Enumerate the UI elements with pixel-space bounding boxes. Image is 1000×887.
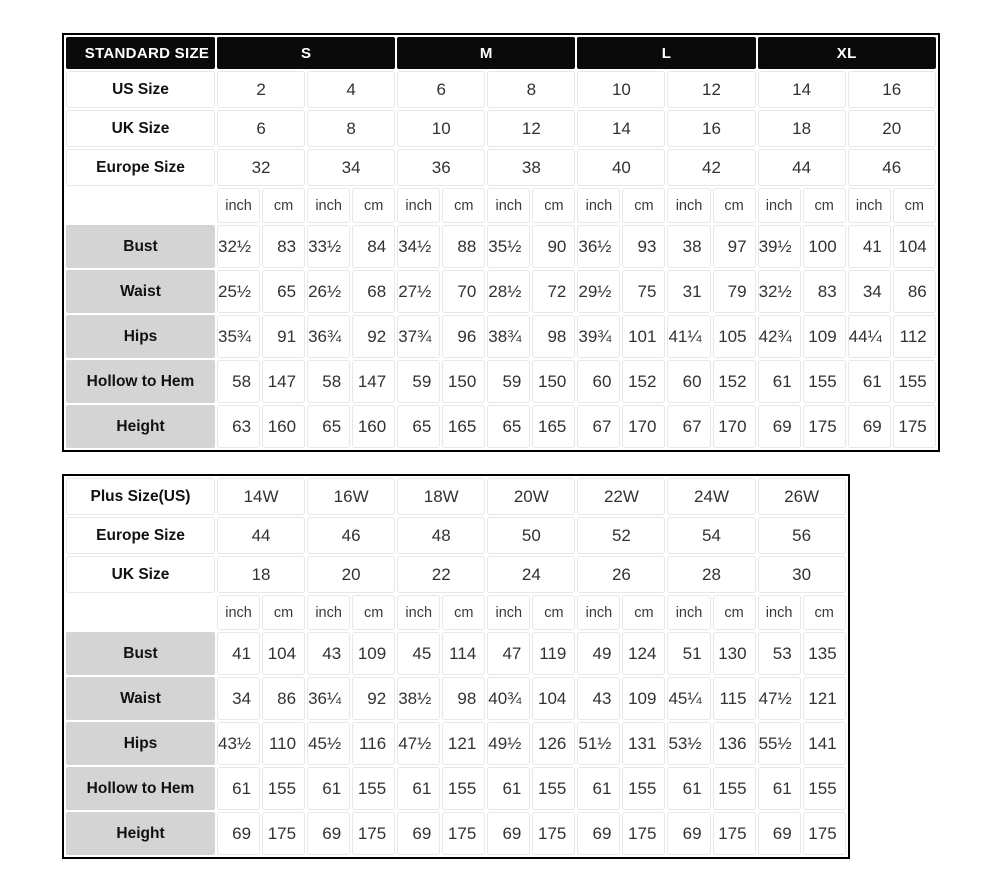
measurement-value-cell: 109 bbox=[803, 315, 846, 358]
row-label: Height bbox=[66, 812, 215, 855]
measurement-value-cell: 61 bbox=[848, 360, 891, 403]
measurement-value-cell: 155 bbox=[713, 767, 756, 810]
measurement-value-cell: 155 bbox=[532, 767, 575, 810]
measurement-value-cell: 109 bbox=[352, 632, 395, 675]
unit-header-cell: cm bbox=[713, 188, 756, 223]
measurement-value-cell: 47½ bbox=[397, 722, 440, 765]
size-value-cell: 26W bbox=[758, 478, 846, 515]
measurement-value-cell: 32½ bbox=[758, 270, 801, 313]
size-row bbox=[66, 517, 846, 554]
measurement-value-cell: 88 bbox=[442, 225, 485, 268]
measurement-value-cell: 26½ bbox=[307, 270, 350, 313]
measurement-row bbox=[66, 225, 936, 268]
measurement-value-cell: 67 bbox=[577, 405, 620, 448]
measurement-value-cell: 65 bbox=[487, 405, 530, 448]
measurement-value-cell: 58 bbox=[217, 360, 260, 403]
measurement-value-cell: 119 bbox=[532, 632, 575, 675]
row-label: Waist bbox=[66, 270, 215, 313]
unit-header-cell: cm bbox=[352, 188, 395, 223]
measurement-value-cell: 155 bbox=[803, 360, 846, 403]
unit-header-cell: cm bbox=[622, 595, 665, 630]
measurement-value-cell: 131 bbox=[622, 722, 665, 765]
size-value-cell: 18W bbox=[397, 478, 485, 515]
size-value-cell: 20W bbox=[487, 478, 575, 515]
measurement-value-cell: 155 bbox=[262, 767, 305, 810]
size-row bbox=[66, 110, 936, 147]
measurement-value-cell: 109 bbox=[622, 677, 665, 720]
measurement-value-cell: 175 bbox=[262, 812, 305, 855]
unit-header-row bbox=[66, 595, 846, 630]
measurement-value-cell: 38¾ bbox=[487, 315, 530, 358]
measurement-value-cell: 136 bbox=[713, 722, 756, 765]
measurement-value-cell: 55½ bbox=[758, 722, 801, 765]
measurement-value-cell: 98 bbox=[532, 315, 575, 358]
size-value-cell: 22 bbox=[397, 556, 485, 593]
unit-header-cell: inch bbox=[487, 188, 530, 223]
measurement-value-cell: 83 bbox=[262, 225, 305, 268]
unit-header-cell: inch bbox=[577, 188, 620, 223]
measurement-value-cell: 69 bbox=[307, 812, 350, 855]
measurement-row bbox=[66, 315, 936, 358]
unit-header-cell: cm bbox=[532, 595, 575, 630]
measurement-value-cell: 44¼ bbox=[848, 315, 891, 358]
size-value-cell: 20 bbox=[307, 556, 395, 593]
unit-header-cell: cm bbox=[803, 595, 846, 630]
measurement-value-cell: 110 bbox=[262, 722, 305, 765]
measurement-value-cell: 51 bbox=[667, 632, 710, 675]
measurement-value-cell: 27½ bbox=[397, 270, 440, 313]
measurement-value-cell: 155 bbox=[622, 767, 665, 810]
measurement-value-cell: 175 bbox=[622, 812, 665, 855]
row-label: UK Size bbox=[66, 556, 215, 593]
unit-header-cell: inch bbox=[758, 595, 801, 630]
unit-header-cell: inch bbox=[577, 595, 620, 630]
unit-header-cell: inch bbox=[848, 188, 891, 223]
measurement-value-cell: 35½ bbox=[487, 225, 530, 268]
measurement-value-cell: 175 bbox=[442, 812, 485, 855]
measurement-value-cell: 83 bbox=[803, 270, 846, 313]
measurement-row bbox=[66, 270, 936, 313]
measurement-row bbox=[66, 405, 936, 448]
unit-header-cell: cm bbox=[713, 595, 756, 630]
size-value-cell: 52 bbox=[577, 517, 665, 554]
measurement-value-cell: 135 bbox=[803, 632, 846, 675]
measurement-value-cell: 59 bbox=[397, 360, 440, 403]
measurement-value-cell: 34 bbox=[848, 270, 891, 313]
measurement-value-cell: 165 bbox=[532, 405, 575, 448]
size-value-cell: 8 bbox=[487, 71, 575, 108]
measurement-value-cell: 86 bbox=[893, 270, 936, 313]
measurement-value-cell: 42¾ bbox=[758, 315, 801, 358]
plus-size-table bbox=[62, 474, 850, 859]
measurement-value-cell: 61 bbox=[487, 767, 530, 810]
size-value-cell: 14W bbox=[217, 478, 305, 515]
row-label: Hollow to Hem bbox=[66, 767, 215, 810]
size-value-cell: 12 bbox=[667, 71, 755, 108]
unit-header-cell: cm bbox=[893, 188, 936, 223]
measurement-value-cell: 91 bbox=[262, 315, 305, 358]
measurement-value-cell: 147 bbox=[262, 360, 305, 403]
size-row bbox=[66, 71, 936, 108]
measurement-value-cell: 84 bbox=[352, 225, 395, 268]
row-label: Waist bbox=[66, 677, 215, 720]
blank-cell bbox=[66, 188, 215, 223]
size-value-cell: 44 bbox=[217, 517, 305, 554]
measurement-value-cell: 126 bbox=[532, 722, 575, 765]
measurement-value-cell: 47½ bbox=[758, 677, 801, 720]
measurement-value-cell: 51½ bbox=[577, 722, 620, 765]
measurement-value-cell: 101 bbox=[622, 315, 665, 358]
unit-header-cell: inch bbox=[397, 188, 440, 223]
unit-header-cell: cm bbox=[532, 188, 575, 223]
measurement-value-cell: 147 bbox=[352, 360, 395, 403]
measurement-row bbox=[66, 722, 846, 765]
size-group-header: XL bbox=[758, 37, 936, 69]
size-value-cell: 54 bbox=[667, 517, 755, 554]
size-value-cell: 2 bbox=[217, 71, 305, 108]
unit-header-cell: inch bbox=[667, 595, 710, 630]
measurement-value-cell: 69 bbox=[667, 812, 710, 855]
measurement-value-cell: 175 bbox=[803, 405, 846, 448]
measurement-value-cell: 98 bbox=[442, 677, 485, 720]
measurement-row bbox=[66, 677, 846, 720]
size-value-cell: 14 bbox=[577, 110, 665, 147]
measurement-value-cell: 60 bbox=[667, 360, 710, 403]
unit-header-cell: inch bbox=[307, 188, 350, 223]
row-label: Bust bbox=[66, 225, 215, 268]
measurement-value-cell: 104 bbox=[262, 632, 305, 675]
size-value-cell: 32 bbox=[217, 149, 305, 186]
measurement-value-cell: 43 bbox=[577, 677, 620, 720]
measurement-value-cell: 150 bbox=[532, 360, 575, 403]
measurement-value-cell: 34½ bbox=[397, 225, 440, 268]
row-label: Hips bbox=[66, 722, 215, 765]
measurement-value-cell: 45¼ bbox=[667, 677, 710, 720]
measurement-value-cell: 69 bbox=[758, 812, 801, 855]
measurement-value-cell: 67 bbox=[667, 405, 710, 448]
measurement-value-cell: 35¾ bbox=[217, 315, 260, 358]
measurement-value-cell: 53 bbox=[758, 632, 801, 675]
measurement-value-cell: 104 bbox=[893, 225, 936, 268]
size-value-cell: 4 bbox=[307, 71, 395, 108]
row-label: Bust bbox=[66, 632, 215, 675]
row-label: Height bbox=[66, 405, 215, 448]
measurement-value-cell: 37¾ bbox=[397, 315, 440, 358]
measurement-value-cell: 65 bbox=[397, 405, 440, 448]
row-label: UK Size bbox=[66, 110, 215, 147]
size-value-cell: 10 bbox=[577, 71, 665, 108]
measurement-value-cell: 36¼ bbox=[307, 677, 350, 720]
size-value-cell: 26 bbox=[577, 556, 665, 593]
size-value-cell: 50 bbox=[487, 517, 575, 554]
measurement-value-cell: 65 bbox=[307, 405, 350, 448]
measurement-value-cell: 160 bbox=[352, 405, 395, 448]
measurement-row bbox=[66, 767, 846, 810]
measurement-value-cell: 92 bbox=[352, 315, 395, 358]
size-value-cell: 28 bbox=[667, 556, 755, 593]
measurement-row bbox=[66, 632, 846, 675]
measurement-value-cell: 32½ bbox=[217, 225, 260, 268]
size-row bbox=[66, 478, 846, 515]
measurement-value-cell: 53½ bbox=[667, 722, 710, 765]
table-header-bar bbox=[66, 37, 936, 69]
size-group-header: M bbox=[397, 37, 575, 69]
size-value-cell: 18 bbox=[217, 556, 305, 593]
size-value-cell: 38 bbox=[487, 149, 575, 186]
measurement-value-cell: 61 bbox=[217, 767, 260, 810]
size-value-cell: 14 bbox=[758, 71, 846, 108]
measurement-value-cell: 175 bbox=[532, 812, 575, 855]
size-value-cell: 6 bbox=[397, 71, 485, 108]
size-value-cell: 44 bbox=[758, 149, 846, 186]
measurement-value-cell: 105 bbox=[713, 315, 756, 358]
measurement-value-cell: 25½ bbox=[217, 270, 260, 313]
measurement-value-cell: 61 bbox=[758, 767, 801, 810]
measurement-value-cell: 41¼ bbox=[667, 315, 710, 358]
measurement-value-cell: 69 bbox=[397, 812, 440, 855]
row-label: Plus Size(US) bbox=[66, 478, 215, 515]
size-value-cell: 16 bbox=[667, 110, 755, 147]
measurement-value-cell: 47 bbox=[487, 632, 530, 675]
measurement-value-cell: 155 bbox=[352, 767, 395, 810]
measurement-value-cell: 60 bbox=[577, 360, 620, 403]
row-label: Hollow to Hem bbox=[66, 360, 215, 403]
measurement-value-cell: 170 bbox=[713, 405, 756, 448]
size-value-cell: 20 bbox=[848, 110, 936, 147]
measurement-value-cell: 59 bbox=[487, 360, 530, 403]
measurement-value-cell: 116 bbox=[352, 722, 395, 765]
size-group-header: L bbox=[577, 37, 755, 69]
measurement-value-cell: 36½ bbox=[577, 225, 620, 268]
measurement-value-cell: 175 bbox=[893, 405, 936, 448]
unit-header-cell: inch bbox=[397, 595, 440, 630]
row-label: US Size bbox=[66, 71, 215, 108]
measurement-value-cell: 49½ bbox=[487, 722, 530, 765]
measurement-value-cell: 165 bbox=[442, 405, 485, 448]
measurement-value-cell: 152 bbox=[713, 360, 756, 403]
unit-header-row bbox=[66, 188, 936, 223]
measurement-value-cell: 45½ bbox=[307, 722, 350, 765]
size-value-cell: 10 bbox=[397, 110, 485, 147]
measurement-row bbox=[66, 360, 936, 403]
size-value-cell: 16 bbox=[848, 71, 936, 108]
unit-header-cell: cm bbox=[622, 188, 665, 223]
measurement-value-cell: 28½ bbox=[487, 270, 530, 313]
measurement-value-cell: 152 bbox=[622, 360, 665, 403]
measurement-value-cell: 121 bbox=[803, 677, 846, 720]
measurement-value-cell: 96 bbox=[442, 315, 485, 358]
measurement-value-cell: 175 bbox=[352, 812, 395, 855]
standard-size-table bbox=[62, 33, 940, 452]
table-title: STANDARD SIZE bbox=[66, 37, 215, 69]
measurement-value-cell: 124 bbox=[622, 632, 665, 675]
measurement-value-cell: 43½ bbox=[217, 722, 260, 765]
size-value-cell: 40 bbox=[577, 149, 665, 186]
measurement-value-cell: 155 bbox=[442, 767, 485, 810]
measurement-value-cell: 65 bbox=[262, 270, 305, 313]
measurement-value-cell: 175 bbox=[803, 812, 846, 855]
measurement-value-cell: 36¾ bbox=[307, 315, 350, 358]
measurement-value-cell: 34 bbox=[217, 677, 260, 720]
measurement-value-cell: 61 bbox=[667, 767, 710, 810]
unit-header-cell: inch bbox=[667, 188, 710, 223]
measurement-value-cell: 121 bbox=[442, 722, 485, 765]
measurement-value-cell: 115 bbox=[713, 677, 756, 720]
size-value-cell: 42 bbox=[667, 149, 755, 186]
measurement-value-cell: 104 bbox=[532, 677, 575, 720]
row-label: Europe Size bbox=[66, 149, 215, 186]
size-value-cell: 24 bbox=[487, 556, 575, 593]
measurement-value-cell: 112 bbox=[893, 315, 936, 358]
measurement-value-cell: 61 bbox=[577, 767, 620, 810]
measurement-value-cell: 61 bbox=[758, 360, 801, 403]
measurement-value-cell: 61 bbox=[397, 767, 440, 810]
measurement-value-cell: 31 bbox=[667, 270, 710, 313]
measurement-value-cell: 58 bbox=[307, 360, 350, 403]
unit-header-cell: cm bbox=[262, 595, 305, 630]
unit-header-cell: cm bbox=[442, 188, 485, 223]
size-value-cell: 30 bbox=[758, 556, 846, 593]
size-value-cell: 6 bbox=[217, 110, 305, 147]
measurement-value-cell: 33½ bbox=[307, 225, 350, 268]
size-value-cell: 12 bbox=[487, 110, 575, 147]
row-label: Hips bbox=[66, 315, 215, 358]
measurement-value-cell: 93 bbox=[622, 225, 665, 268]
size-row bbox=[66, 149, 936, 186]
unit-header-cell: inch bbox=[758, 188, 801, 223]
unit-header-cell: inch bbox=[217, 188, 260, 223]
unit-header-cell: inch bbox=[217, 595, 260, 630]
measurement-value-cell: 38½ bbox=[397, 677, 440, 720]
unit-header-cell: cm bbox=[803, 188, 846, 223]
unit-header-cell: cm bbox=[442, 595, 485, 630]
size-value-cell: 46 bbox=[848, 149, 936, 186]
measurement-value-cell: 69 bbox=[758, 405, 801, 448]
unit-header-cell: inch bbox=[307, 595, 350, 630]
size-row bbox=[66, 556, 846, 593]
measurement-value-cell: 69 bbox=[217, 812, 260, 855]
measurement-value-cell: 79 bbox=[713, 270, 756, 313]
unit-header-cell: cm bbox=[352, 595, 395, 630]
unit-header-cell: cm bbox=[262, 188, 305, 223]
size-value-cell: 34 bbox=[307, 149, 395, 186]
measurement-value-cell: 92 bbox=[352, 677, 395, 720]
measurement-value-cell: 72 bbox=[532, 270, 575, 313]
size-value-cell: 56 bbox=[758, 517, 846, 554]
measurement-value-cell: 41 bbox=[848, 225, 891, 268]
measurement-row bbox=[66, 812, 846, 855]
size-value-cell: 36 bbox=[397, 149, 485, 186]
measurement-value-cell: 68 bbox=[352, 270, 395, 313]
unit-header-cell: inch bbox=[487, 595, 530, 630]
measurement-value-cell: 170 bbox=[622, 405, 665, 448]
measurement-value-cell: 114 bbox=[442, 632, 485, 675]
measurement-value-cell: 150 bbox=[442, 360, 485, 403]
measurement-value-cell: 39½ bbox=[758, 225, 801, 268]
row-label: Europe Size bbox=[66, 517, 215, 554]
measurement-value-cell: 63 bbox=[217, 405, 260, 448]
measurement-value-cell: 141 bbox=[803, 722, 846, 765]
size-value-cell: 22W bbox=[577, 478, 665, 515]
size-value-cell: 48 bbox=[397, 517, 485, 554]
size-value-cell: 18 bbox=[758, 110, 846, 147]
measurement-value-cell: 100 bbox=[803, 225, 846, 268]
measurement-value-cell: 41 bbox=[217, 632, 260, 675]
blank-cell bbox=[66, 595, 215, 630]
measurement-value-cell: 69 bbox=[848, 405, 891, 448]
measurement-value-cell: 45 bbox=[397, 632, 440, 675]
measurement-value-cell: 29½ bbox=[577, 270, 620, 313]
measurement-value-cell: 39¾ bbox=[577, 315, 620, 358]
size-value-cell: 8 bbox=[307, 110, 395, 147]
size-value-cell: 24W bbox=[667, 478, 755, 515]
measurement-value-cell: 155 bbox=[803, 767, 846, 810]
measurement-value-cell: 70 bbox=[442, 270, 485, 313]
measurement-value-cell: 38 bbox=[667, 225, 710, 268]
measurement-value-cell: 75 bbox=[622, 270, 665, 313]
measurement-value-cell: 61 bbox=[307, 767, 350, 810]
measurement-value-cell: 49 bbox=[577, 632, 620, 675]
size-value-cell: 16W bbox=[307, 478, 395, 515]
size-group-header: S bbox=[217, 37, 395, 69]
measurement-value-cell: 69 bbox=[577, 812, 620, 855]
measurement-value-cell: 160 bbox=[262, 405, 305, 448]
measurement-value-cell: 130 bbox=[713, 632, 756, 675]
measurement-value-cell: 97 bbox=[713, 225, 756, 268]
size-value-cell: 46 bbox=[307, 517, 395, 554]
measurement-value-cell: 43 bbox=[307, 632, 350, 675]
measurement-value-cell: 86 bbox=[262, 677, 305, 720]
measurement-value-cell: 40¾ bbox=[487, 677, 530, 720]
measurement-value-cell: 155 bbox=[893, 360, 936, 403]
measurement-value-cell: 175 bbox=[713, 812, 756, 855]
measurement-value-cell: 69 bbox=[487, 812, 530, 855]
measurement-value-cell: 90 bbox=[532, 225, 575, 268]
